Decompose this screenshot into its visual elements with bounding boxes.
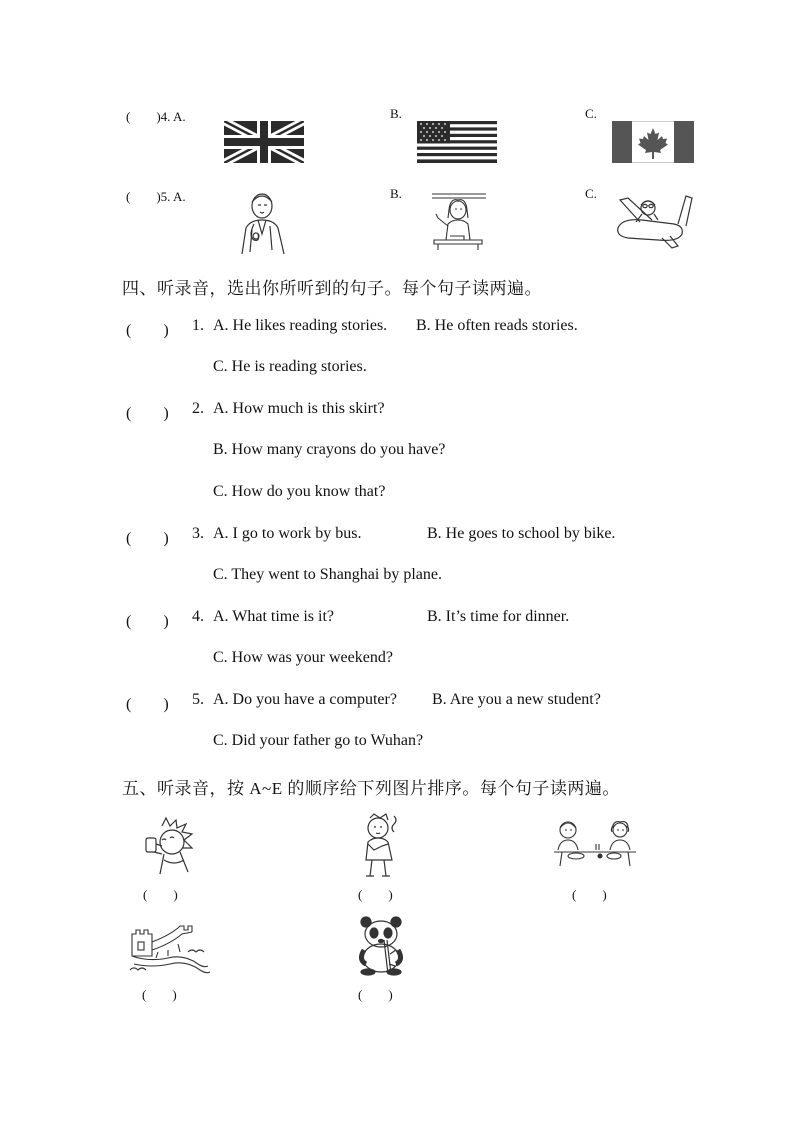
q3-5-c: C. [585,186,597,201]
picture-answer-blank[interactable]: ( ) [358,987,393,1002]
option-b: B. He often reads stories. [416,317,578,334]
item-number: 4. [192,608,204,625]
option-b: B. He goes to school by bike. [427,525,616,542]
doctor-icon [230,190,296,256]
option-a: A. I go to work by bus. [213,525,362,542]
usa-flag-icon [417,121,497,163]
item-number: 5. [192,691,204,708]
option-a: A. Do you have a computer? [213,691,397,708]
option-c: C. He is reading stories. [213,358,367,375]
option-c: C. Did your father go to Wuhan? [213,732,424,749]
boy-drinking-icon [140,816,200,876]
option-c: C. How do you know that? [213,483,386,500]
great-wall-icon [128,922,210,976]
pilot-icon [612,190,696,252]
section4-title: 四、听录音，选出你所听到的句子。每个句子读两遍。 [122,279,542,298]
teacher-icon [428,190,488,252]
option-a: A. How much is this skirt? [213,400,385,417]
answer-blank[interactable]: ( ) [126,405,169,422]
picture-answer-blank[interactable]: ( ) [143,887,178,902]
boy-cold-icon [354,812,406,880]
option-a: A. He likes reading stories. [213,317,388,334]
picture-answer-blank[interactable]: ( ) [572,887,607,902]
uk-flag-icon [224,121,304,163]
answer-blank[interactable]: ( ) [126,613,169,630]
item-number: 1. [192,317,204,334]
q3-5-prefix: ( )5. A. [126,189,186,204]
option-a: A. What time is it? [213,608,335,625]
answer-blank[interactable]: ( ) [126,696,169,713]
q3-4-prefix: ( )4. A. [126,109,186,124]
picture-answer-blank[interactable]: ( ) [358,887,393,902]
item-number: 2. [192,400,204,417]
q3-4-c: C. [585,106,597,121]
answer-blank[interactable]: ( ) [126,530,169,547]
option-b: B. How many crayons do you have? [213,441,446,458]
canada-flag-icon [612,121,694,163]
option-c: C. How was your weekend? [213,649,393,666]
option-c: C. They went to Shanghai by plane. [213,566,442,583]
answer-blank[interactable]: ( ) [126,322,169,339]
q3-5-b: B. [390,186,402,201]
kids-eating-icon [552,820,638,868]
option-b: B. It’s time for dinner. [427,608,570,625]
option-b: B. Are you a new student? [432,691,601,708]
picture-answer-blank[interactable]: ( ) [142,987,177,1002]
section5-title: 五、听录音，按 A~E 的顺序给下列图片排序。每个句子读两遍。 [122,779,620,798]
panda-bamboo-icon [354,914,410,976]
item-number: 3. [192,525,204,542]
q3-4-b: B. [390,106,402,121]
